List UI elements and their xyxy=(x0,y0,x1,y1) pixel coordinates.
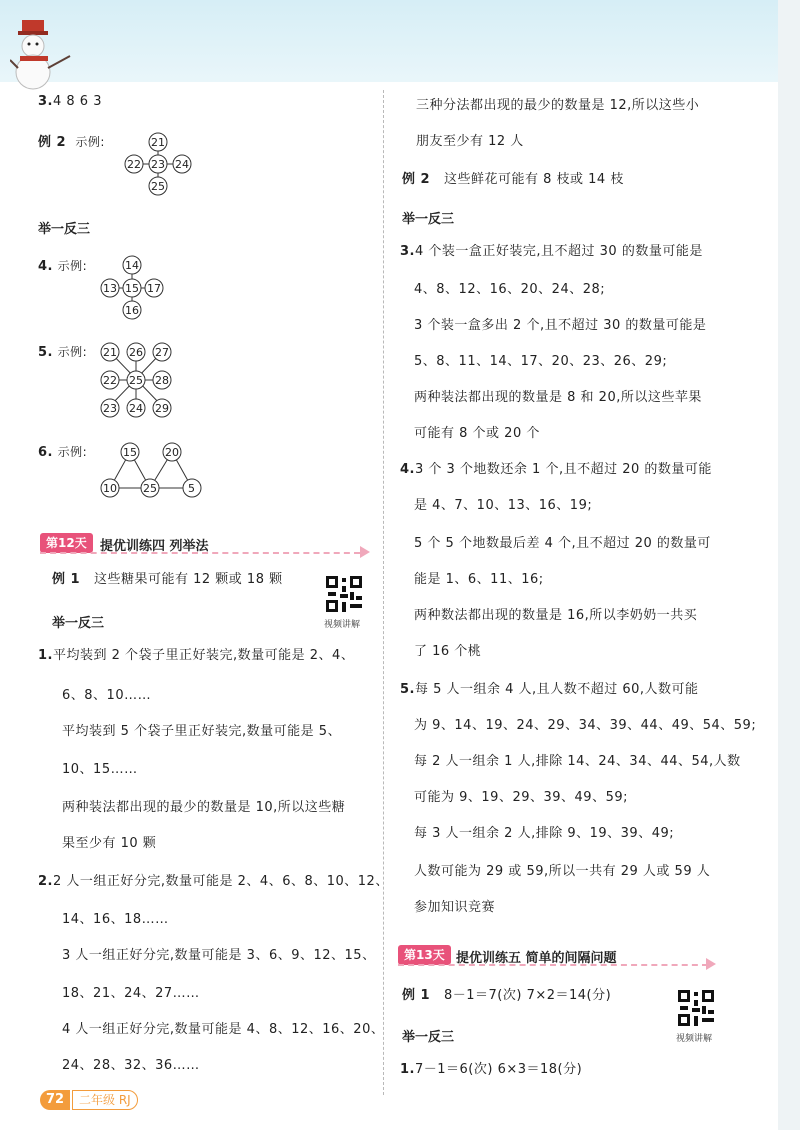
item-1-line: 平均装到 5 个袋子里正好装完,数量可能是 5、 xyxy=(62,724,342,739)
page-number: 72 xyxy=(40,1090,70,1110)
heading-practice-right: 举一反三 xyxy=(402,212,455,227)
node: 24 xyxy=(175,158,189,171)
item-1-line: 10、15…… xyxy=(62,762,138,777)
node: 15 xyxy=(123,446,137,459)
node: 24 xyxy=(129,402,143,415)
item-6: 6. 示例: xyxy=(38,445,88,460)
item-1-line: 两种装法都出现的最少的数量是 10,所以这些糖 xyxy=(62,800,346,815)
item-5-line: 每 2 人一组余 1 人,排除 14、24、34、44、54,人数 xyxy=(414,754,741,769)
node: 20 xyxy=(165,446,179,459)
diagram-item4 xyxy=(98,254,178,322)
grade-label: 二年级 RJ xyxy=(72,1090,138,1110)
node: 13 xyxy=(103,282,117,295)
item-4-line: 两种数法都出现的数量是 16,所以李奶奶一共买 xyxy=(414,608,698,623)
node: 25 xyxy=(151,180,165,193)
item-3-line: 5、8、11、14、17、20、23、26、29; xyxy=(414,354,668,369)
section-title: 提优训练五 简单的间隔问题 xyxy=(456,951,617,966)
header-banner xyxy=(0,0,800,82)
node: 28 xyxy=(155,374,169,387)
snowman-icon xyxy=(10,20,90,90)
heading-practice-2: 举一反三 xyxy=(52,616,105,631)
item-4-line: 了 16 个桃 xyxy=(414,644,482,659)
item-3-line: 4、8、12、16、20、24、28; xyxy=(414,282,606,297)
section-badge: 第13天 xyxy=(398,945,451,965)
section-title: 提优训练四 列举法 xyxy=(100,539,209,554)
item-1-line: 果至少有 10 颗 xyxy=(62,836,157,851)
item-5-line: 可能为 9、19、29、39、49、59; xyxy=(414,790,628,805)
node: 16 xyxy=(125,304,139,317)
example-1-right: 例 1 8－1＝7(次) 7×2＝14(分) xyxy=(402,988,612,1003)
node: 21 xyxy=(151,136,165,149)
diagram-ex2 xyxy=(120,130,200,198)
item-2-line: 18、21、24、27…… xyxy=(62,986,200,1001)
item-5-line: 参加知识竞赛 xyxy=(414,900,496,915)
node: 23 xyxy=(103,402,117,415)
qr-code-icon[interactable] xyxy=(324,574,364,614)
item-5-line: 每 3 人一组余 2 人,排除 9、19、39、49; xyxy=(414,826,675,841)
node: 25 xyxy=(143,482,157,495)
node: 23 xyxy=(151,158,165,171)
section-badge: 第12天 xyxy=(40,533,93,553)
item-3-line: 3 个装一盒多出 2 个,且不超过 30 的数量可能是 xyxy=(414,318,707,333)
item-2: 2.2 人一组正好分完,数量可能是 2、4、6、8、10、12、 xyxy=(38,874,389,889)
item-3-line: 两种装法都出现的数量是 8 和 20,所以这些苹果 xyxy=(414,390,702,405)
heading-practice: 举一反三 xyxy=(38,222,91,237)
item-1: 1.平均装到 2 个袋子里正好装完,数量可能是 2、4、 xyxy=(38,648,355,663)
node: 14 xyxy=(125,259,139,272)
node: 17 xyxy=(147,282,161,295)
item-2-line: 4 人一组正好分完,数量可能是 4、8、12、16、20、 xyxy=(62,1022,385,1037)
node: 5 xyxy=(188,482,195,495)
node: 21 xyxy=(103,346,117,359)
item-1-line: 6、8、10…… xyxy=(62,688,152,703)
qr-label: 视频讲解 xyxy=(676,1034,713,1044)
item-2-line: 14、16、18…… xyxy=(62,912,169,927)
item-4: 4. 示例: xyxy=(38,259,88,274)
diagram-item6 xyxy=(96,440,216,500)
example-2: 例 2 示例: xyxy=(38,135,105,150)
node: 22 xyxy=(127,158,141,171)
item-3-line: 可能有 8 个或 20 个 xyxy=(414,426,540,441)
cont-line: 朋友至少有 12 人 xyxy=(416,134,524,149)
item-4-line: 5 个 5 个地数最后差 4 个,且不超过 20 的数量可 xyxy=(414,536,711,551)
section-day13 xyxy=(398,944,718,968)
example-1: 例 1 这些糖果可能有 12 颗或 18 颗 xyxy=(52,572,283,587)
item-4-line: 是 4、7、10、13、16、19; xyxy=(414,498,593,513)
node: 26 xyxy=(129,346,143,359)
heading-practice-right-2: 举一反三 xyxy=(402,1030,455,1045)
qr-label: 视频讲解 xyxy=(324,620,361,630)
node: 10 xyxy=(103,482,117,495)
diagram-item5 xyxy=(96,340,186,424)
node: 25 xyxy=(129,374,143,387)
node: 15 xyxy=(125,282,139,295)
item-5-right: 5.每 5 人一组余 4 人,且人数不超过 60,人数可能 xyxy=(400,682,699,697)
node: 29 xyxy=(155,402,169,415)
qr-code-icon[interactable] xyxy=(676,988,716,1028)
item-3-right: 3.4 个装一盒正好装完,且不超过 30 的数量可能是 xyxy=(400,244,703,259)
item-2-line: 3 人一组正好分完,数量可能是 3、6、9、12、15、 xyxy=(62,948,376,963)
item-4-right: 4.3 个 3 个地数还余 1 个,且不超过 20 的数量可能 xyxy=(400,462,712,477)
item-5-line: 为 9、14、19、24、29、34、39、44、49、54、59; xyxy=(414,718,757,733)
item-5-line: 人数可能为 29 或 59,所以一共有 29 人或 59 人 xyxy=(414,864,711,879)
section-day12 xyxy=(40,532,370,556)
example-2-right: 例 2 这些鲜花可能有 8 枝或 14 枝 xyxy=(402,172,624,187)
column-divider xyxy=(383,90,384,1095)
item-3: 3.4 8 6 3 xyxy=(38,94,102,109)
node: 27 xyxy=(155,346,169,359)
item-4-line: 能是 1、6、11、16; xyxy=(414,572,544,587)
item-5: 5. 示例: xyxy=(38,345,88,360)
item-1-right: 1.7－1＝6(次) 6×3＝18(分) xyxy=(400,1062,583,1077)
page-edge xyxy=(778,0,800,1130)
item-2-line: 24、28、32、36…… xyxy=(62,1058,200,1073)
node: 22 xyxy=(103,374,117,387)
cont-line: 三种分法都出现的最少的数量是 12,所以这些小 xyxy=(416,98,700,113)
